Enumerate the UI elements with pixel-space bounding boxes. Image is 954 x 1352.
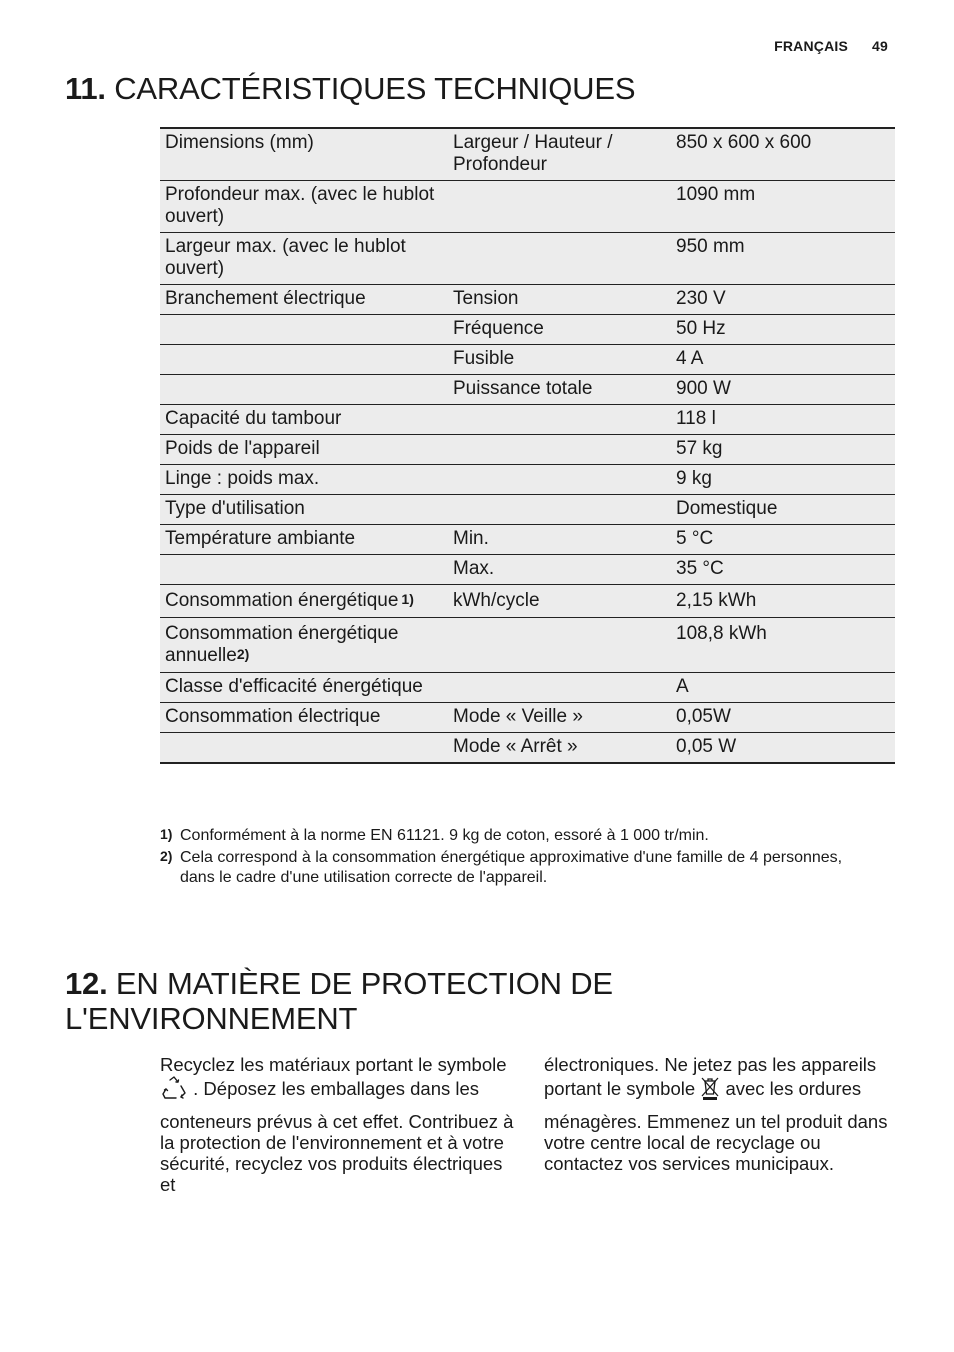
spec-cell-c3: [671, 465, 895, 495]
spec-row: [160, 375, 895, 405]
cell-text: Domestique: [676, 498, 778, 519]
spec-cell-c3: [671, 525, 895, 555]
cell-text: Consommation électrique: [165, 706, 381, 727]
spec-cell-c3: [671, 733, 895, 764]
technical-specs-table: [160, 127, 895, 764]
spec-cell-c3: [671, 315, 895, 345]
footnote-marker: 1): [160, 826, 173, 842]
cell-text: Linge : poids max.: [165, 468, 320, 489]
section-12-heading: [65, 966, 765, 1036]
spec-cell-c1: [160, 495, 448, 525]
cell-text: Tension: [453, 288, 519, 309]
cell-text: 35 °C: [676, 558, 724, 579]
spec-cell-c2: [448, 495, 671, 525]
section-11-heading: [65, 71, 635, 106]
cell-text: 2,15 kWh: [676, 590, 757, 611]
cell-text: A: [676, 676, 689, 697]
footnote-text: Cela correspond à la consommation énergétique approximative d'une famille de 4 personnes, dans le cadre d'une utilisation correcte de l'appareil.: [180, 849, 843, 886]
spec-row: [160, 618, 895, 673]
spec-cell-c1: [160, 618, 448, 673]
spec-cell-c3: [671, 703, 895, 733]
cell-text: Largeur / Hauteur / Profondeur: [453, 132, 613, 175]
cell-text: 850 x 600 x 600: [676, 132, 812, 153]
spec-row: [160, 315, 895, 345]
cell-text: Type d'utilisation: [165, 498, 305, 519]
cell-text: Mode « Arrêt »: [453, 736, 578, 757]
recycle-icon: [160, 1075, 188, 1105]
spec-cell-c1: [160, 465, 448, 495]
paragraph: [160, 1054, 520, 1105]
text-run: avec les ordures: [725, 1077, 862, 1099]
spec-row: [160, 555, 895, 585]
page-number: 49: [872, 38, 888, 54]
spec-cell-c3: [671, 345, 895, 375]
spec-row: [160, 733, 895, 764]
section-12-title-line2: L'ENVIRONNEMENT: [65, 1001, 358, 1036]
footnote-text: Conformément à la norme EN 61121. 9 kg de coton, essoré à 1 000 tr/min.: [180, 827, 709, 844]
spec-cell-c2: [448, 618, 671, 673]
cell-text: Consommation énergétique: [165, 590, 399, 611]
spec-cell-c3: [671, 673, 895, 703]
spec-cell-c3: [671, 585, 895, 618]
spec-row: [160, 673, 895, 703]
spec-cell-c2: [448, 128, 671, 181]
paragraph: ménagères. Emmenez un tel produit dans votre centre local de recyclage ou contactez vos services municipaux.: [544, 1111, 888, 1174]
spec-row: [160, 495, 895, 525]
cell-text: 900 W: [676, 378, 731, 399]
spec-cell-c1: [160, 703, 448, 733]
spec-row: [160, 435, 895, 465]
cell-text: 5 °C: [676, 528, 714, 549]
cell-text: Température ambiante: [165, 528, 356, 549]
spec-cell-c2: [448, 733, 671, 764]
cell-text: 50 Hz: [676, 318, 726, 339]
spec-cell-c2: [448, 525, 671, 555]
footnote-2: [160, 848, 850, 888]
cell-text: Branchement électrique: [165, 288, 366, 309]
spec-cell-c3: [671, 555, 895, 585]
section-11-number: 11.: [65, 71, 106, 106]
cell-text: Fréquence: [453, 318, 544, 339]
spec-row: [160, 525, 895, 555]
spec-cell-c3: [671, 285, 895, 315]
spec-cell-c2: [448, 465, 671, 495]
spec-row: [160, 703, 895, 733]
spec-cell-c3: [671, 495, 895, 525]
spec-cell-c2: [448, 345, 671, 375]
spec-cell-c2: [448, 315, 671, 345]
spec-cell-c3: [671, 618, 895, 673]
text-run: Recyclez les matériaux portant le symbole: [160, 1054, 507, 1075]
cell-text: 108,8 kWh: [676, 623, 767, 644]
spec-row: [160, 585, 895, 618]
spec-cell-c1: [160, 375, 448, 405]
spec-cell-c1: [160, 435, 448, 465]
cell-text: Puissance totale: [453, 378, 593, 399]
text-run: électroniques. Ne jetez pas les appareils: [544, 1054, 877, 1075]
spec-cell-c1: [160, 285, 448, 315]
header-language: FRANÇAIS: [774, 38, 849, 54]
spec-cell-c1: [160, 233, 448, 285]
crossed-bin-icon: [700, 1075, 720, 1105]
spec-row: [160, 285, 895, 315]
spec-cell-c1: [160, 555, 448, 585]
table-footnotes: [160, 826, 850, 890]
spec-cell-c1: [160, 345, 448, 375]
cell-text: Capacité du tambour: [165, 408, 342, 429]
cell-text: kWh/cycle: [453, 590, 540, 611]
text-run: . Déposez les emballages dans les: [193, 1077, 480, 1099]
cell-text: Largeur max. (avec le hublot ouvert): [165, 236, 406, 279]
cell-text: Min.: [453, 528, 489, 549]
environment-text-left: [160, 1054, 520, 1195]
spec-cell-c1: [160, 315, 448, 345]
cell-text: Max.: [453, 558, 495, 579]
spec-cell-c1: [160, 733, 448, 764]
cell-text: Fusible: [453, 348, 515, 369]
spec-row: [160, 233, 895, 285]
cell-text: Mode « Veille »: [453, 706, 583, 727]
spec-cell-c2: [448, 703, 671, 733]
cell-text: Classe d'efficacité énergétique: [165, 676, 423, 697]
cell-text: 57 kg: [676, 438, 723, 459]
spec-cell-c2: [448, 285, 671, 315]
spec-cell-c2: [448, 233, 671, 285]
spec-cell-c3: [671, 375, 895, 405]
spec-cell-c2: [448, 673, 671, 703]
spec-cell-c3: [671, 181, 895, 233]
spec-cell-c2: [448, 435, 671, 465]
text-run: portant le symbole: [544, 1077, 696, 1099]
spec-cell-c2: [448, 555, 671, 585]
spec-row: [160, 345, 895, 375]
spec-cell-c3: [671, 233, 895, 285]
spec-cell-c3: [671, 435, 895, 465]
cell-text: 950 mm: [676, 236, 745, 257]
spec-cell-c1: [160, 181, 448, 233]
paragraph: conteneurs prévus à cet effet. Contribuez à la protection de l'environnement et à votre sécurité, recyclez vos produits électriques et: [160, 1111, 514, 1195]
spec-cell-c2: [448, 181, 671, 233]
spec-cell-c2: [448, 405, 671, 435]
spec-row: [160, 128, 895, 181]
footnote-reference: 2): [236, 646, 250, 662]
cell-text: 230 V: [676, 288, 726, 309]
cell-text: 0,05 W: [676, 736, 737, 757]
footnote-1: [160, 826, 850, 846]
spec-row: [160, 405, 895, 435]
cell-text: 118 l: [676, 408, 716, 429]
section-12-number: 12.: [65, 966, 108, 1001]
section-11-title: CARACTÉRISTIQUES TECHNIQUES: [114, 71, 636, 106]
cell-text: Consommation énergétique annuelle: [165, 623, 399, 666]
cell-text: 9 kg: [676, 468, 712, 489]
cell-text: Poids de l'appareil: [165, 438, 320, 459]
spec-cell-c1: [160, 525, 448, 555]
spec-cell-c3: [671, 128, 895, 181]
spec-cell-c1: [160, 405, 448, 435]
cell-text: Dimensions (mm): [165, 132, 314, 153]
cell-text: 4 A: [676, 348, 704, 369]
paragraph: [544, 1075, 904, 1105]
cell-text: Profondeur max. (avec le hublot ouvert): [165, 184, 435, 227]
spec-cell-c2: [448, 375, 671, 405]
spec-row: [160, 465, 895, 495]
cell-text: 0,05W: [676, 706, 731, 727]
page-header: [774, 38, 888, 54]
spec-cell-c1: [160, 128, 448, 181]
environment-text-right: [544, 1054, 904, 1174]
footnote-reference: 1): [401, 591, 414, 607]
spec-cell-c1: [160, 585, 448, 618]
cell-text: 1090 mm: [676, 184, 756, 205]
footnote-marker: 2): [160, 848, 173, 864]
spec-cell-c1: [160, 673, 448, 703]
spec-row: [160, 181, 895, 233]
section-12-title-line1: EN MATIÈRE DE PROTECTION DE: [115, 966, 613, 1001]
spec-cell-c3: [671, 405, 895, 435]
spec-cell-c2: [448, 585, 671, 618]
